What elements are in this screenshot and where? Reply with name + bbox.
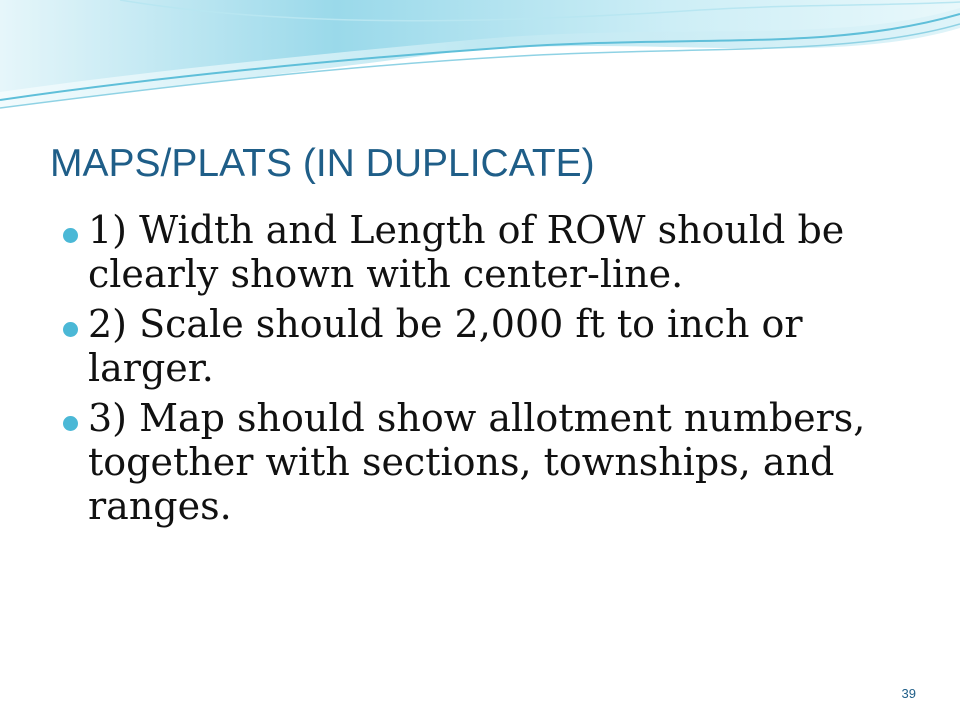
- bullet-item: [0, 208, 960, 296]
- slide-number: 39: [901, 686, 916, 701]
- bullet-text: 1) Width and Length of ROW should be clearly shown with center-line.: [88, 208, 845, 296]
- bullet-dot-icon: [63, 416, 78, 431]
- header-wave-decoration: [0, 0, 960, 130]
- bullet-text: 3) Map should show allotment numbers, together with sections, townships, and ranges.: [88, 396, 866, 528]
- slide-title: MAPS/PLATS (IN DUPLICATE): [50, 142, 595, 185]
- bullet-item: [0, 396, 960, 528]
- bullet-dot-icon: [63, 228, 78, 243]
- bullet-dot-icon: [63, 322, 78, 337]
- bullet-item: [0, 302, 960, 390]
- bullet-text: 2) Scale should be 2,000 ft to inch or larger.: [88, 302, 803, 390]
- bullet-list: [0, 208, 960, 534]
